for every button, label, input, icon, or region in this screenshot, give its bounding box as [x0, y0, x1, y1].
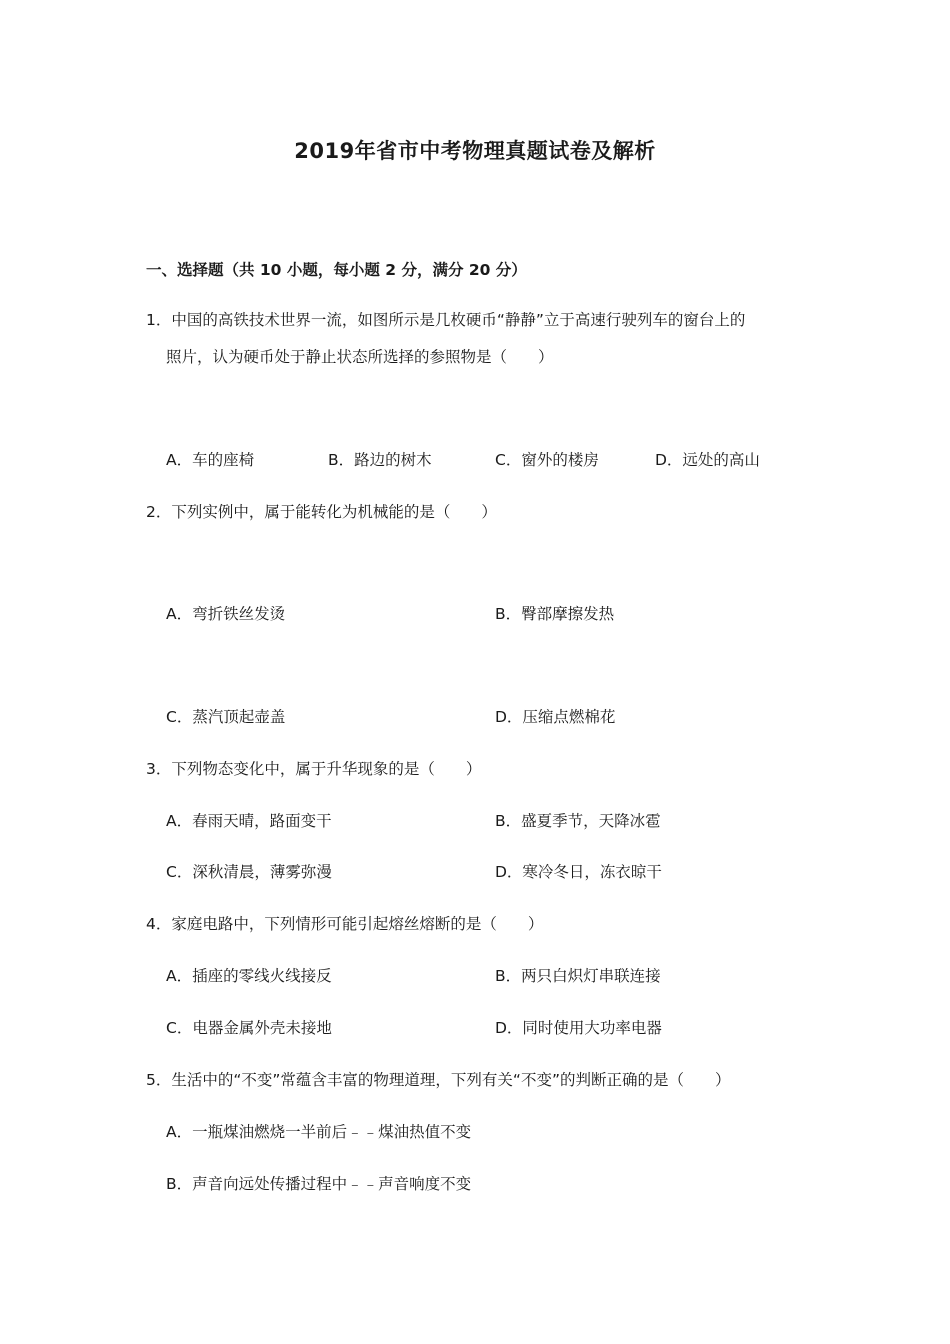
question-4-option-d: D．同时使用大功率电器 [495, 1019, 662, 1037]
question-3-stem: 3．下列物态变化中，属于升华现象的是（ ） [146, 760, 482, 778]
question-4-option-b: B．两只白炽灯串联连接 [495, 967, 661, 985]
question-4-stem: 4．家庭电路中，下列情形可能引起熔丝熔断的是（ ） [146, 915, 544, 933]
question-1-option-c: C．窗外的楼房 [495, 451, 599, 469]
question-1-option-d: D．远处的高山 [655, 451, 760, 469]
question-2-stem: 2．下列实例中，属于能转化为机械能的是（ ） [146, 503, 497, 521]
question-3-option-a: A．春雨天晴，路面变干 [166, 812, 332, 830]
question-5-option-b: B．声音向远处传播过程中﹣﹣声音响度不变 [166, 1175, 472, 1193]
question-2-option-c: C．蒸汽顶起壶盖 [166, 708, 286, 726]
question-1-option-b: B．路边的树木 [328, 451, 432, 469]
document-title: 2019年省市中考物理真题试卷及解析 [294, 139, 656, 163]
question-4-option-a: A．插座的零线火线接反 [166, 967, 332, 985]
section-heading: 一、选择题（共 10 小题，每小题 2 分，满分 20 分） [146, 261, 527, 279]
question-4-option-c: C．电器金属外壳未接地 [166, 1019, 332, 1037]
question-2-option-a: A．弯折铁丝发烫 [166, 605, 286, 623]
question-1-option-a: A．车的座椅 [166, 451, 255, 469]
question-2-option-b: B．臀部摩擦发热 [495, 605, 615, 623]
question-3-option-d: D．寒冷冬日，冻衣晾干 [495, 863, 662, 881]
question-5-option-a: A．一瓶煤油燃烧一半前后﹣﹣煤油热值不变 [166, 1123, 472, 1141]
question-3-option-b: B．盛夏季节，天降冰雹 [495, 812, 661, 830]
question-1-stem: 1．中国的高铁技术世界一流，如图所示是几枚硬币“静静”立于高速行驶列车的窗台上的 [146, 311, 746, 329]
question-1-stem-cont: 照片，认为硬币处于静止状态所选择的参照物是（ ） [166, 348, 554, 366]
question-2-option-d: D．压缩点燃棉花 [495, 708, 616, 726]
question-3-option-c: C．深秋清晨，薄雾弥漫 [166, 863, 332, 881]
question-5-stem: 5．生活中的“不变”常蕴含丰富的物理道理，下列有关“不变”的判断正确的是（ ） [146, 1071, 731, 1089]
